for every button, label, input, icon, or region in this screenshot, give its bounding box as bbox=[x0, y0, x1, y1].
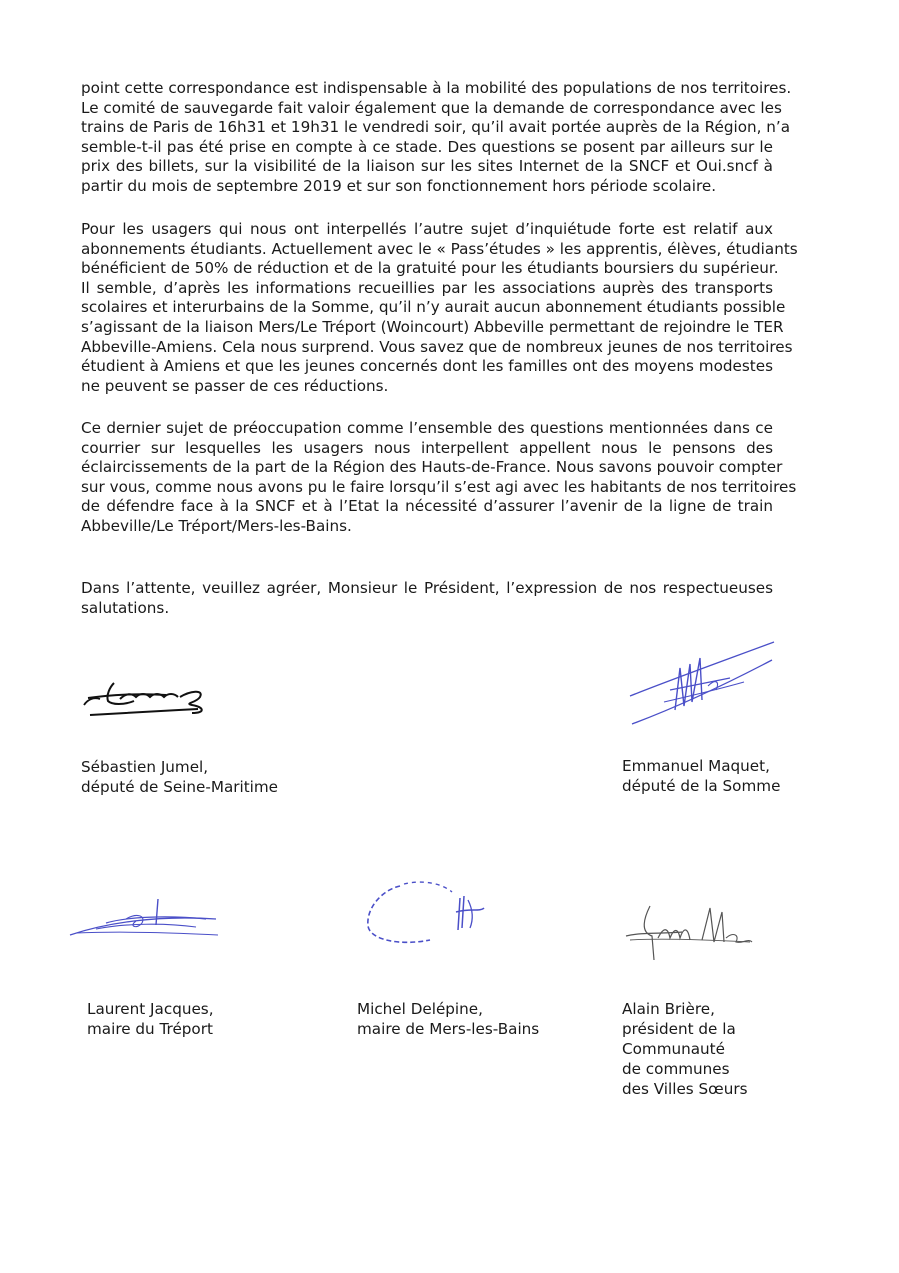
signatory-name: Laurent Jacques, bbox=[87, 1000, 214, 1018]
paragraph-2 bbox=[81, 220, 798, 396]
signatory-briere bbox=[622, 999, 747, 1099]
signatory-title: Communauté bbox=[622, 1040, 725, 1058]
paragraph-line: semble-t-il pas été prise en compte à ce stade. Des questions se posent par ailleurs sur le bbox=[81, 137, 773, 156]
paragraph-line: Pour les usagers qui nous ont interpellés l’autre sujet d’inquiétude forte est relatif aux bbox=[81, 220, 773, 238]
signatory-name: Alain Brière, bbox=[622, 1000, 715, 1018]
paragraph-line: partir du mois de septembre 2019 et sur son fonctionnement hors période scolaire. bbox=[81, 176, 717, 195]
signature-jumel bbox=[80, 665, 215, 725]
paragraph-line: s’agissant de la liaison Mers/Le Tréport (Woincourt) Abbeville permettant de rejoindre le TER bbox=[81, 317, 784, 336]
paragraph-line: Abbeville/Le Tréport/Mers-les-Bains. bbox=[81, 516, 352, 535]
signature-jacques bbox=[66, 893, 222, 943]
paragraph-line: salutations. bbox=[81, 598, 170, 617]
signature-briere bbox=[622, 898, 758, 964]
paragraph-line: bénéficient de 50% de réduction et de la gratuité pour les étudiants boursiers du supérieur. bbox=[81, 259, 779, 278]
signatory-maquet bbox=[622, 756, 780, 796]
paragraph-1 bbox=[81, 79, 792, 197]
paragraph-line: de défendre face à la SNCF et à l’Etat la nécessité d’assurer l’avenir de la ligne de train bbox=[81, 497, 773, 516]
signatory-title: de communes bbox=[622, 1060, 730, 1078]
signatory-delepine bbox=[357, 999, 539, 1039]
signatory-name: Michel Delépine, bbox=[357, 1000, 483, 1018]
paragraph-line: sur vous, comme nous avons pu le faire lorsqu’il s’est agi avec les habitants de nos territoires bbox=[81, 477, 797, 496]
signatory-title: député de la Somme bbox=[622, 777, 781, 795]
closing-paragraph bbox=[81, 579, 773, 618]
paragraph-line: courrier sur lesquelles les usagers nous interpellent appellent nous le pensons des bbox=[81, 438, 773, 457]
paragraph-line: abonnements étudiants. Actuellement avec le « Pass’études » les apprentis, élèves, étudiants bbox=[81, 239, 798, 258]
signatory-title: président de la bbox=[622, 1020, 736, 1038]
paragraph-3 bbox=[81, 419, 797, 537]
signature-maquet bbox=[620, 638, 780, 730]
signatory-name: Sébastien Jumel, bbox=[81, 758, 209, 776]
paragraph-line: éclaircissements de la part de la Région des Hauts-de-France. Nous savons pouvoir compter bbox=[81, 458, 783, 477]
paragraph-line: Dans l’attente, veuillez agréer, Monsieur le Président, l’expression de nos respectueuses bbox=[81, 579, 773, 597]
paragraph-line: point cette correspondance est indispensable à la mobilité des populations de nos territoires. bbox=[81, 79, 792, 97]
paragraph-line: prix des billets, sur la visibilité de la liaison sur les sites Internet de la SNCF et Oui.sncf à bbox=[81, 157, 773, 176]
paragraph-line: ne peuvent se passer de ces réductions. bbox=[81, 376, 389, 395]
paragraph-line: trains de Paris de 16h31 et 19h31 le vendredi soir, qu’il avait portée auprès de la Région, n’a bbox=[81, 118, 791, 137]
signatory-title: des Villes Sœurs bbox=[622, 1080, 748, 1098]
signatory-title: député de Seine-Maritime bbox=[81, 778, 279, 796]
signature-delepine bbox=[360, 878, 496, 950]
signatory-jumel bbox=[81, 757, 278, 797]
signatory-jacques bbox=[87, 999, 214, 1039]
paragraph-line: Il semble, d’après les informations recueillies par les associations auprès des transports bbox=[81, 278, 773, 297]
paragraph-line: scolaires et interurbains de la Somme, qu’il n’y aurait aucun abonnement étudiants possible bbox=[81, 298, 786, 317]
signatory-title: maire du Tréport bbox=[87, 1020, 213, 1038]
signatory-title: maire de Mers-les-Bains bbox=[357, 1020, 540, 1038]
paragraph-line: Ce dernier sujet de préoccupation comme l’ensemble des questions mentionnées dans ce bbox=[81, 419, 773, 437]
signatory-name: Emmanuel Maquet, bbox=[622, 757, 770, 775]
paragraph-line: Le comité de sauvegarde fait valoir également que la demande de correspondance avec les bbox=[81, 98, 782, 117]
paragraph-line: étudient à Amiens et que les jeunes concernés dont les familles ont des moyens modestes bbox=[81, 357, 773, 376]
paragraph-line: Abbeville-Amiens. Cela nous surprend. Vous savez que de nombreux jeunes de nos territoires bbox=[81, 337, 793, 356]
